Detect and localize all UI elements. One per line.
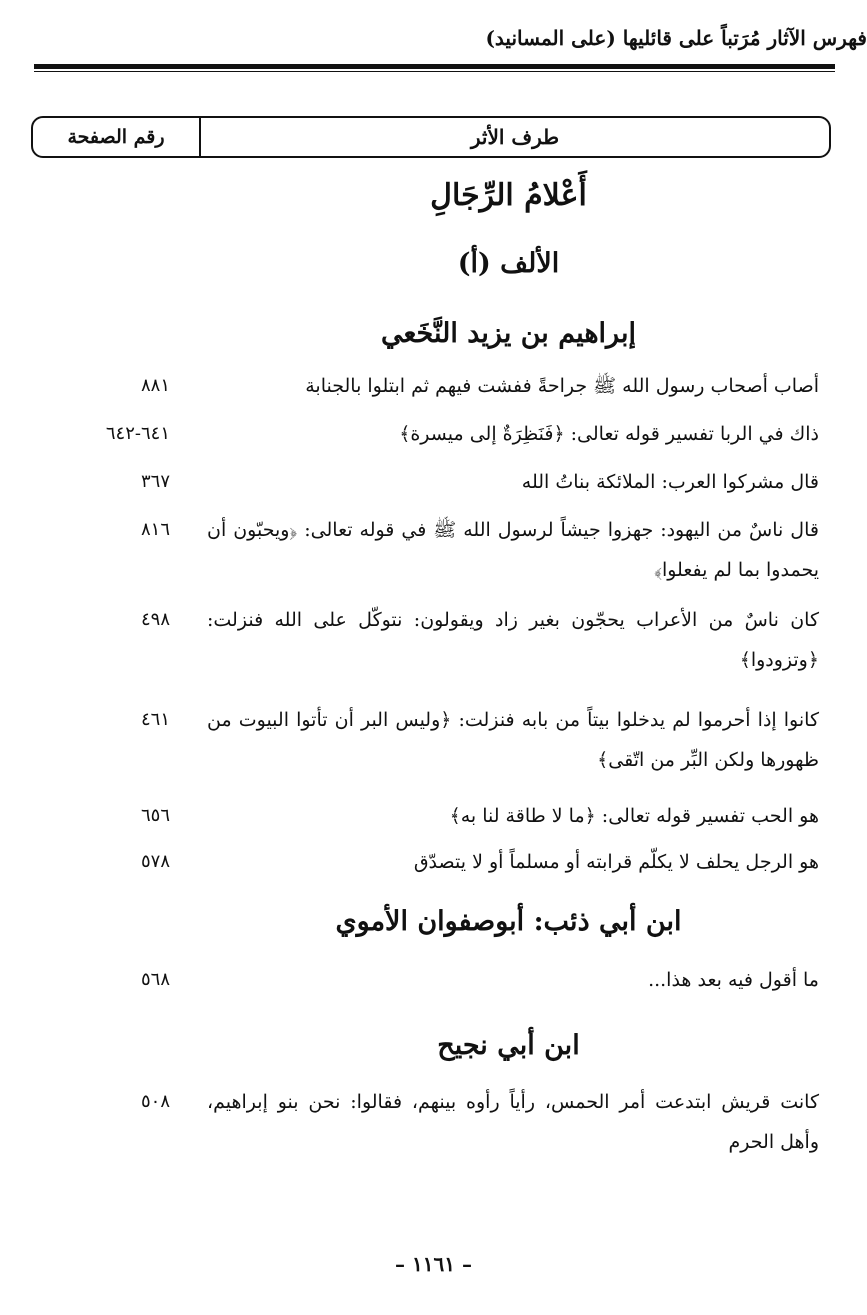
entry-page: ٤٦١ — [140, 709, 170, 730]
page-number-folio: – ١١٦١ – — [395, 1252, 472, 1276]
entry-text: ما أقول فيه بعد هذا... — [648, 969, 819, 991]
entry-page: ٨١٦ — [140, 519, 170, 540]
entry-text: ذاك في الربا تفسير قوله تعالى: ﴿فَنَظِرَةٌ إلى ميسرة﴾ — [399, 423, 819, 445]
entry-page: ٦٤١-٦٤٢ — [105, 423, 170, 444]
group-heading: إبراهيم بن يزيد النَّخَعي — [381, 318, 636, 349]
section-title: أَعْلامُ الرِّجَالِ — [430, 178, 587, 213]
entry-text: هو الحب تفسير قوله تعالى: ﴿ما لا طاقة لنا به﴾ — [449, 805, 819, 827]
entry-page: ٥٧٨ — [140, 851, 170, 872]
entry-page: ٥٦٨ — [140, 969, 170, 990]
entry-text: قال ناسٌ من اليهود: جهزوا جيشاً لرسول الله ﷺ في قوله تعالى: ﴿ويحبّون أن يحمدوا بما لم يفعلوا﴾ — [207, 519, 819, 581]
entry-page: ٥٠٨ — [140, 1091, 170, 1112]
entry-text: كانوا إذا أحرموا لم يدخلوا بيتاً من بابه فنزلت: ﴿وليس البر أن تأتوا البيوت من ظهورها ولكن البِّر من اتّقى﴾ — [207, 709, 819, 771]
entry-page: ٦٥٦ — [140, 805, 170, 826]
entry-text: كان ناسٌ من الأعراب يحجّون بغير زاد ويقولون: نتوكّل على الله فنزلت: ﴿وتزودوا﴾ — [207, 609, 819, 671]
entry-text: هو الرجل يحلف لا يكلّم قرابته أو مسلماً أو لا يتصدّق — [413, 851, 819, 873]
header-rule — [34, 64, 835, 69]
header-rule-thin — [34, 71, 835, 72]
entry-text: كانت قريش ابتدعت أمر الحمس، رأياً رأوه بينهم، فقالوا: نحن بنو إبراهيم، وأهل الحرم — [207, 1091, 819, 1153]
letter-heading: الألف (أ) — [457, 248, 560, 279]
column-header-box — [31, 116, 831, 158]
entry-text: قال مشركوا العرب: الملائكة بناتُ الله — [521, 471, 819, 493]
running-head: فهرس الآثار مُرَتباً على قائليها (على المسانيد) — [485, 26, 867, 50]
entry-page: ٨٨١ — [140, 375, 170, 396]
group-heading: ابن أبي ذئب: أبوصفوان الأموي — [335, 906, 682, 937]
group-heading: ابن أبي نجيح — [437, 1030, 580, 1061]
entry-page: ٣٦٧ — [140, 471, 170, 492]
column-header-title: طرف الأثر — [470, 125, 560, 149]
entry-text: أصاب أصحاب رسول الله ﷺ جراحةً ففشت فيهم ثم ابتلوا بالجنابة — [305, 375, 819, 397]
entry-page: ٤٩٨ — [140, 609, 170, 630]
column-header-page: رقم الصفحة — [33, 118, 201, 156]
